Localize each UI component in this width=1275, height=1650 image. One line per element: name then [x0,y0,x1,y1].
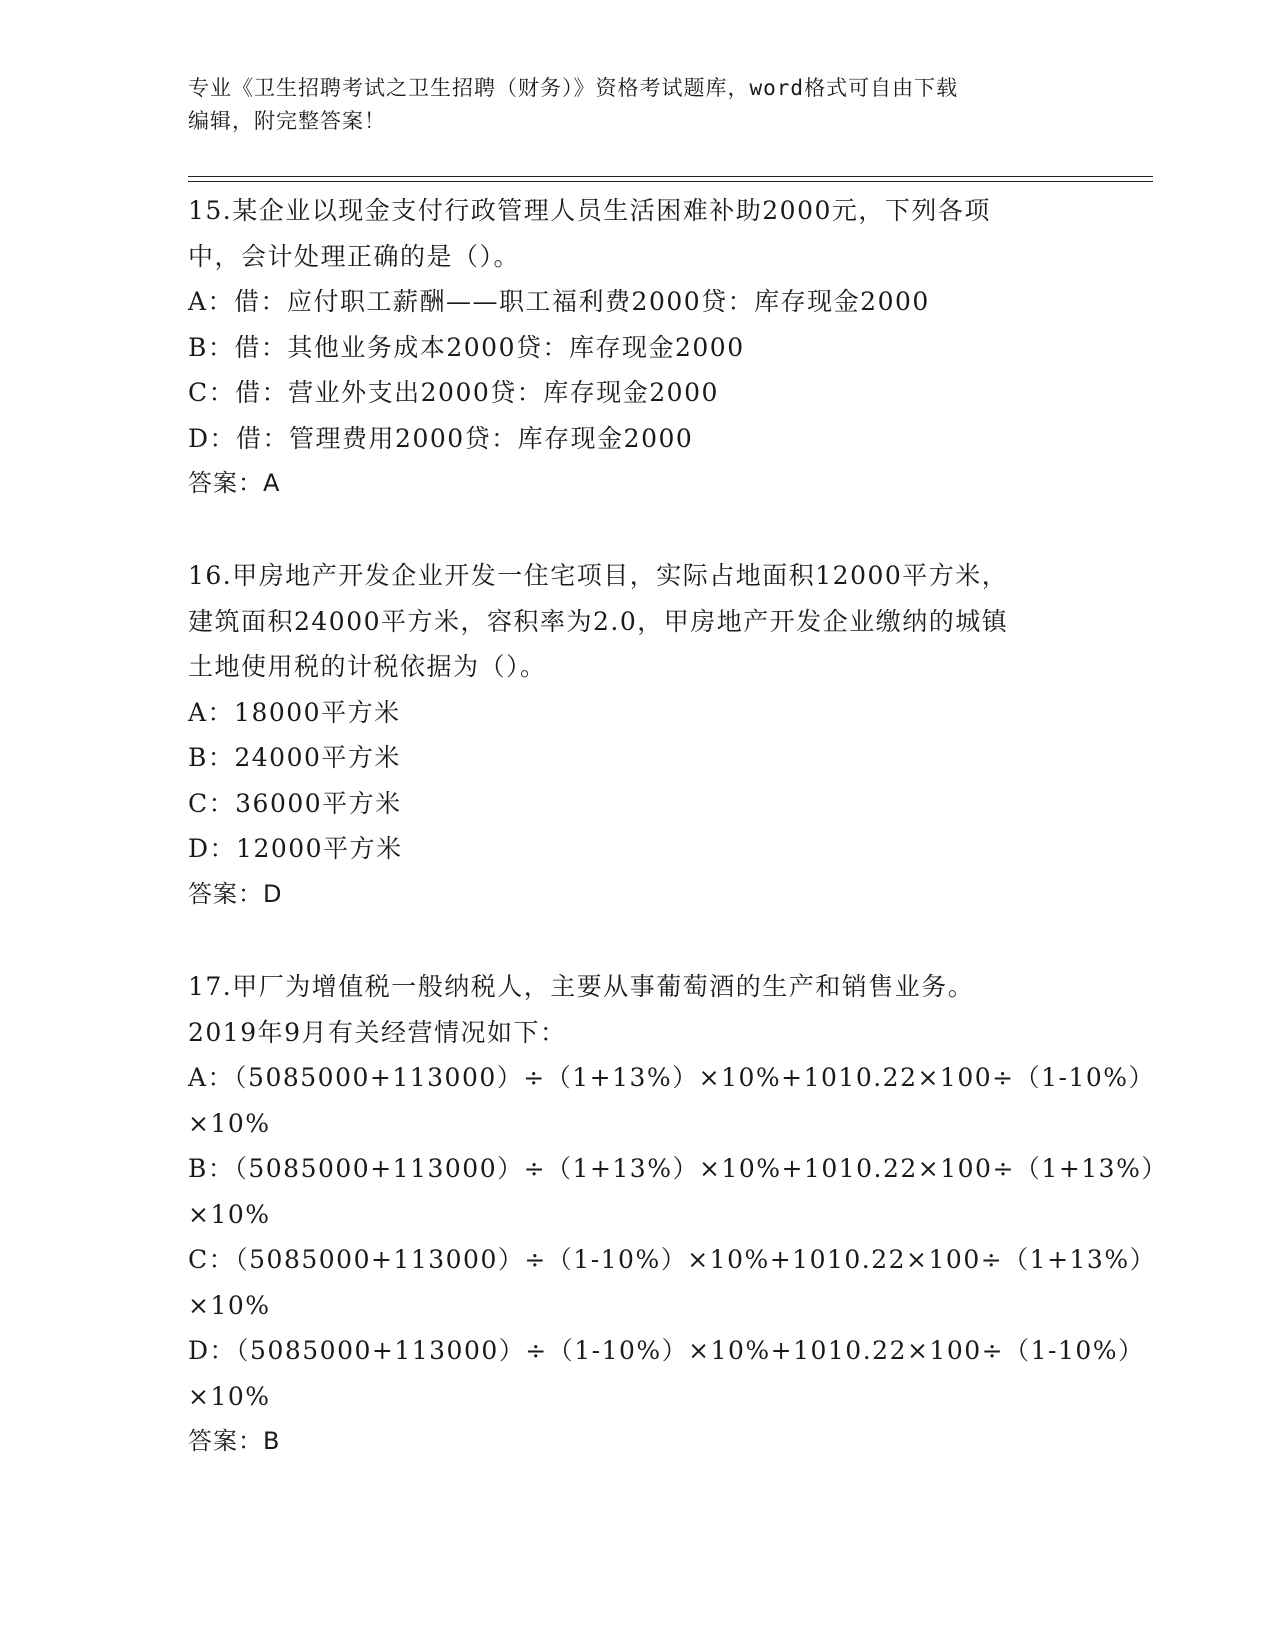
option-b-continued: ×10% [188,1199,271,1229]
option-c: C：36000平方米 [188,788,402,818]
option-d: D：12000平方米 [188,834,403,863]
question-stem-line: 17.甲厂为增值税一般纳税人，主要从事葡萄酒的生产和销售业务。 [188,972,975,1001]
answer-line: 答案：A [188,469,281,497]
option-b: B：借：其他业务成本2000贷：库存现金2000 [188,332,745,362]
option-d: D：借：管理费用2000贷：库存现金2000 [188,423,694,453]
option-a: A：18000平方米 [188,697,401,727]
question-stem-line: 土地使用税的计税依据为（）。 [188,652,547,681]
question-stem-line: 中，会计处理正确的是（）。 [188,241,521,271]
answer-line: 答案：B [188,1427,281,1455]
question-stem-line: 15.某企业以现金支付行政管理人员生活困难补助2000元，下列各项 [188,196,991,225]
question-17 [188,964,1168,1465]
header-divider-bottom [188,181,1153,182]
header-line-2: 编辑，附完整答案！ [188,109,386,133]
question-15 [188,188,1088,507]
option-a-continued: ×10% [188,1108,271,1138]
option-c: C：借：营业外支出2000贷：库存现金2000 [188,378,719,407]
option-b: B：24000平方米 [188,743,401,772]
header-line-1: 专业《卫生招聘考试之卫生招聘（财务）》资格考试题库，word格式可自由下载 [188,76,959,100]
header-divider-top [188,176,1153,177]
option-d-continued: ×10% [188,1381,271,1411]
question-stem-line: 16.甲房地产开发企业开发一住宅项目，实际占地面积12000平方米， [188,561,1009,590]
option-d: D：（5085000+113000）÷（1-10%）×10%+1010.22×100÷（1-10%） [188,1336,1145,1365]
document-header [188,72,1088,138]
option-c-continued: ×10% [188,1290,271,1320]
question-stem-line: 建筑面积24000平方米，容积率为2.0，甲房地产开发企业缴纳的城镇 [188,606,1009,636]
question-stem-line: 2019年9月有关经营情况如下： [188,1017,567,1047]
option-a: A：（5085000+113000）÷（1+13%）×10%+1010.22×100÷（1-10%） [188,1063,1156,1092]
option-c: C：（5085000+113000）÷（1-10%）×10%+1010.22×100÷（1+13%） [188,1245,1157,1274]
option-b: B：（5085000+113000）÷（1+13%）×10%+1010.22×100÷（1+13%） [188,1154,1168,1183]
option-a: A：借：应付职工薪酬——职工福利费2000贷：库存现金2000 [188,287,930,316]
answer-line: 答案：D [188,879,283,908]
question-16 [188,553,1088,917]
